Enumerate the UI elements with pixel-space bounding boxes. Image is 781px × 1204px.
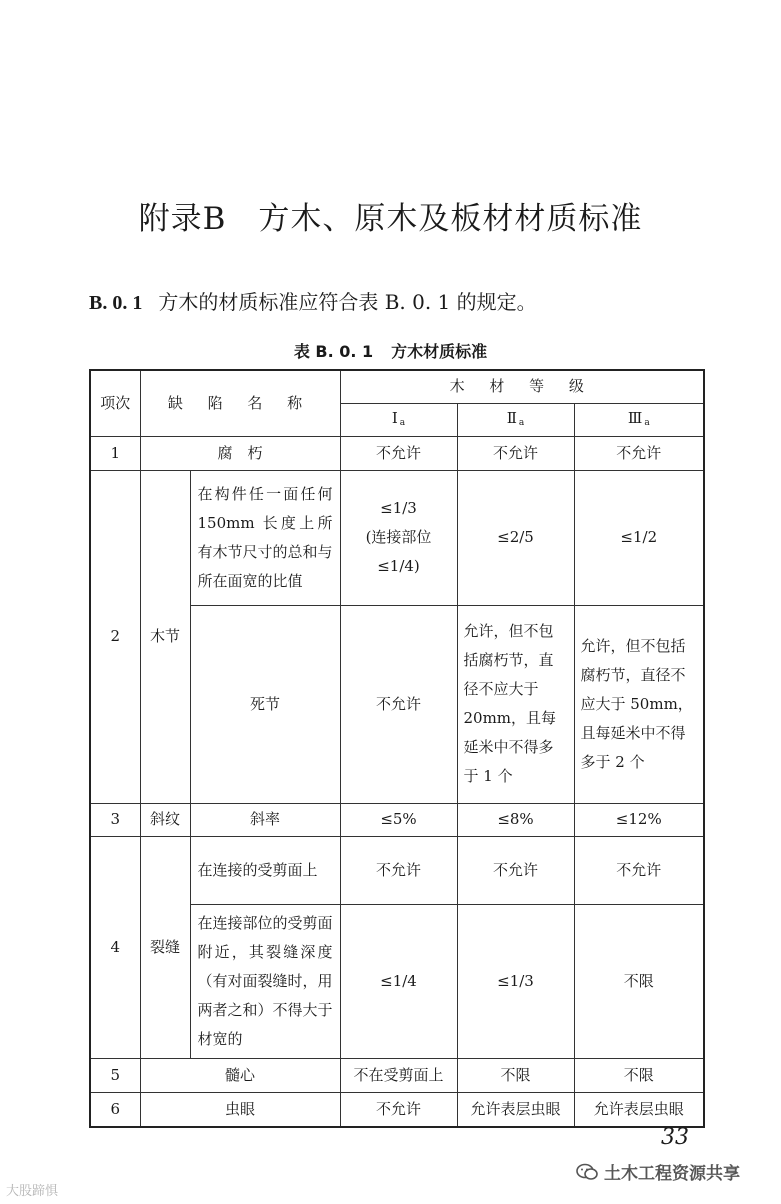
watermark-left: 大股蹄惧 [6,1184,59,1199]
clause-text: 方木的材质标准应符合表 B. 0. 1 的规定。 [158,290,537,314]
header-grade-group: 木 材 等 级 [340,370,704,403]
watermark-right-text: 土木工程资源共享 [604,1164,740,1184]
header-grade-1: Ⅰ $_a$ [340,403,457,436]
chat-bubble-icon [576,1163,598,1181]
table-caption [0,339,781,362]
page-title: 附录B 方木、原木及板材材质标准 [138,201,643,237]
table-row: 6 虫眼 不允许 允许表层虫眼 允许表层虫眼 [90,1092,704,1127]
table-row: 2 木节 在构件任一面任何 150mm 长度上所有木节尺寸的总和与所在面宽的比值 ≤1/3 (连接部位 ≤1/4) ≤2/5 ≤1/2 [90,470,704,605]
header-grade-3: Ⅲ $_a$ [574,403,704,436]
header-defect: 缺 陷 名 称 [140,370,340,436]
table-row: 在连接部位的受剪面附近，其裂缝深度（有对面裂缝时，用两者之和）不得大于材宽的 ≤1/4 ≤1/3 不限 [90,904,704,1058]
clause-number: B. 0. 1 [89,292,143,314]
table-row: 5 髓心 不在受剪面上 不限 不限 [90,1058,704,1092]
page-number: 33 [661,1125,689,1150]
watermark-right [576,1159,740,1184]
table-row: 4 裂缝 在连接的受剪面上 不允许 不允许 不允许 [90,836,704,904]
table-number: 表 B. 0. 1 [293,342,374,361]
material-standard-table [89,369,705,1128]
table-row: 1 腐 朽 不允许 不允许 不允许 [90,436,704,470]
table-row: 3 斜纹 斜率 ≤5% ≤8% ≤12% [90,803,704,836]
table-title: 方木材质标准 [391,342,488,361]
header-item: 项次 [90,370,140,436]
table-row: 死节 不允许 允许，但不包括腐朽节，直径不应大于 20mm，且每延米中不得多于 1 个 允许，但不包括腐朽节，直径不应大于 50mm，且每延米中不得多于 2 个 [90,605,704,803]
header-grade-2: Ⅱ $_a$ [457,403,574,436]
clause-b01 [89,286,537,315]
